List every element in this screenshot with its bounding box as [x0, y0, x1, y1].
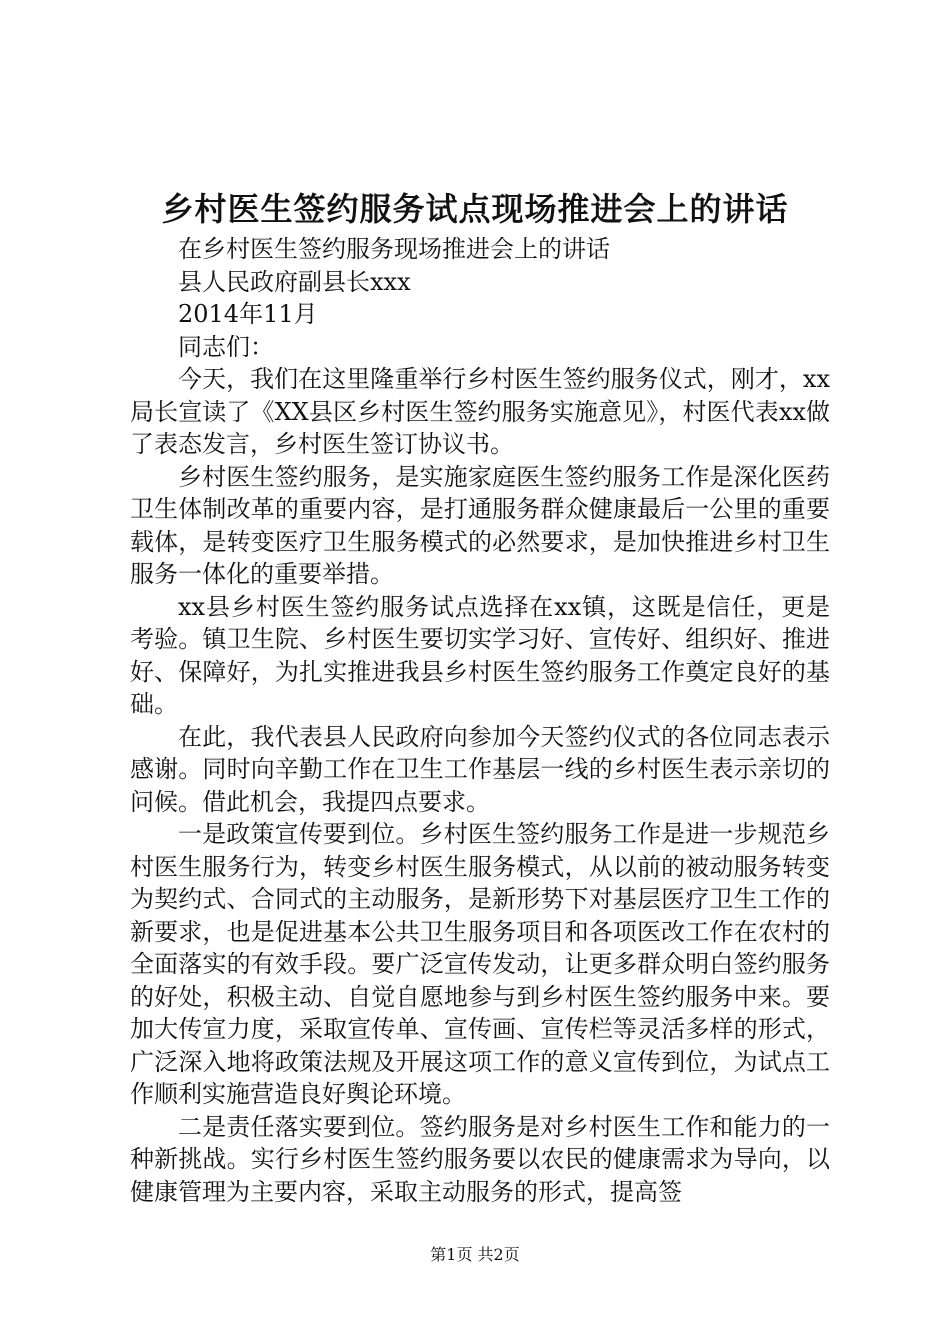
paragraph: 二是责任落实要到位。签约服务是对乡村医生工作和能力的一种新挑战。实行乡村医生签约服务要以农民的健康需求为导向，以健康管理为主要内容，采取主动服务的形式，提高签: [130, 1112, 830, 1206]
salutation: 同志们：: [178, 332, 274, 361]
paragraph: 一是政策宣传要到位。乡村医生签约服务工作是进一步规范乡村医生服务行为，转变乡村医生服务模式，从以前的被动服务转变为契约式、合同式的主动服务，是新形势下对基层医疗卫生工作的新要求，也是促进基本公共卫生服务项目和各项医改工作在农村的全面落实的有效手段。要广泛宣传发动，让更多群众明白签约服务的好处，积极主动、自觉自愿地参与到乡村医生签约服务中来。要加大传宣力度，采取宣传单、宣传画、宣传栏等灵活多样的形式，广泛深入地将政策法规及开展这项工作的意义宣传到位，为试点工作顺利实施营造良好舆论环境。: [130, 820, 830, 1108]
document-body: [130, 233, 830, 1208]
speaker-line: 县人民政府副县长xxx: [178, 267, 411, 296]
document-title: 乡村医生签约服务试点现场推进会上的讲话: [161, 190, 789, 228]
date-line: 2014年11月: [178, 300, 318, 328]
page-footer: 第1页 共2页: [430, 1245, 520, 1264]
paragraph: xx县乡村医生签约服务试点选择在xx镇，这既是信任，更是考验。镇卫生院、乡村医生要切实学习好、宣传好、组织好、推进好、保障好，为扎实推进我县乡村医生签约服务工作奠定良好的基础。: [130, 592, 830, 718]
speech-subtitle: 在乡村医生签约服务现场推进会上的讲话: [178, 235, 610, 263]
paragraph: 在此，我代表县人民政府向参加今天签约仪式的各位同志表示感谢。同时向辛勤工作在卫生工作基层一线的乡村医生表示亲切的问候。借此机会，我提四点要求。: [130, 722, 830, 816]
paragraph: 今天，我们在这里隆重举行乡村医生签约服务仪式，刚才，xx局长宣读了《XX县区乡村医生签约服务实施意见》，村医代表xx做了表态发言，乡村医生签订协议书。: [130, 365, 830, 458]
paragraph: 乡村医生签约服务，是实施家庭医生签约服务工作是深化医药卫生体制改革的重要内容，是打通服务群众健康最后一公里的重要载体，是转变医疗卫生服务模式的必然要求，是加快推进乡村卫生服务一体化的重要举措。: [130, 462, 830, 588]
